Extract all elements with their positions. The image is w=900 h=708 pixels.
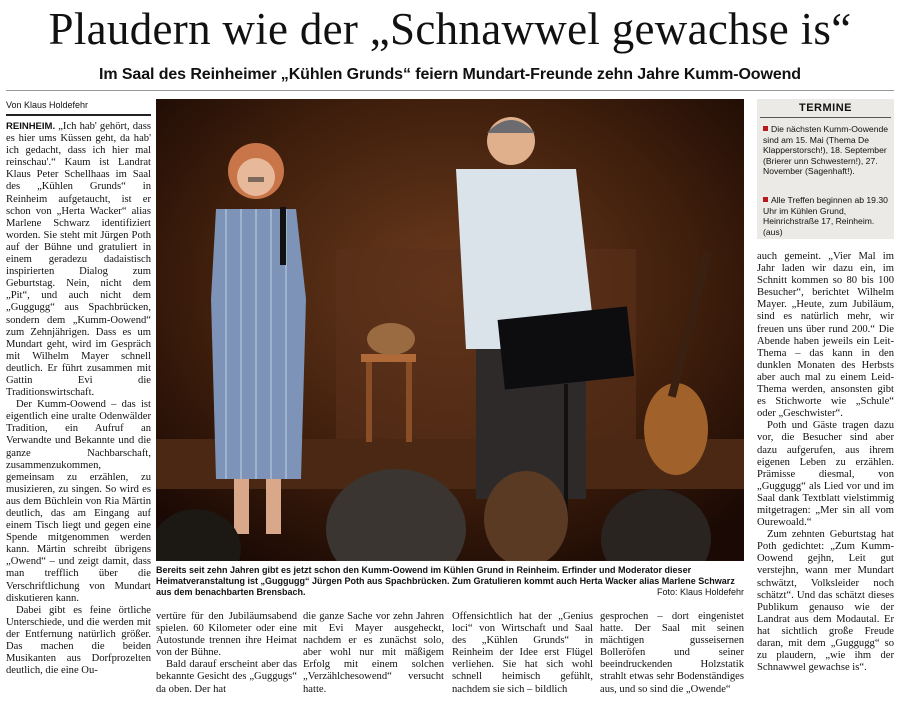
article-column-1 [6, 121, 151, 705]
byline: Von Klaus Holdefehr [6, 100, 89, 110]
paragraph: Dabei gibt es feine örtliche Unterschiede, und die werden mit der Entfernung natürlich größer. Das machen die beiden Musikanten aus Dorfprozelten deutlich, die eine Ou- [6, 604, 151, 677]
paragraph-text: „Ich hab' gehört, dass es hier ums Küssen geht, da hab' ich gedacht, dass ich hier mal reinschau'.“ Kaum ist Landrat Klaus Peter Schellhaas im Saal des „Kühlen Grunds“ in Reinheim aufgetaucht, ist er schon von „Herta Wacker“ alias Marlene Schwarz identifiziert worden. Sie steht mit Jürgen Poth auf der Bühne und gratuliert in einem geradezu dadaistisch inspirierten Dialog zum Geburtstag. Nein, nicht dem „Pit“, und auch nicht dem „Guggugg“ aus Spachbrücken, sondern dem „Kumm-Oowend“ zum Zehnjährigen. Dass es um Mundart geht, wird im Gespräch mit Wilhelm Mayer schnell deutlich. Er führt zusammen mit Gattin Evi die Traditionswirtschaft. [6, 121, 151, 399]
termine-item [763, 124, 892, 177]
article-column-6 [757, 251, 894, 706]
paragraph: die ganze Sache vor zehn Jahren mit Evi Mayer ausgeheckt, nachdem er es zunächst solo, aber wohl nur mit mäßigem Erfolg mit einem solchen „Verzählchesowend“ versucht hatte. [303, 611, 444, 695]
termine-item-text: Alle Treffen beginnen ab 19.30 Uhr im Kühlen Grund, Heinrichstraße 17, Reinheim. [763, 195, 888, 227]
termine-source: (aus) [763, 226, 783, 237]
bullet-square-icon [763, 126, 768, 131]
paragraph: Bald darauf erscheint aber das bekannte Gesicht des „Guggugs“ da oben. Der hat [156, 659, 297, 695]
paragraph: Offensichtlich hat der „Genius loci“ von Wirtschaft und Saal des „Kühlen Grunds“ in Reinheim der Idee erst Flügel verliehen. Sie hat sich wohl schnell heimisch gefühlt, nachdem sie sich – bildlich [452, 611, 593, 695]
termine-divider [760, 117, 891, 118]
paragraph: Zum zehnten Geburtstag hat Poth gedichtet: „Zum Kumm-Oowend gejhn, Leit gut verstejhn, wann mer Mundart schwätzt, Volksleider noch schätzt“. Und das schätzt dieses Publikum genauso wie der Landrat aus dem Modautal. Er hat sichtlich große Freude daran, mit dem „Guggugg“ so zu plaudern, „wie ihm der Schnawwel gewachse is“. [757, 529, 894, 674]
paragraph: Der Kumm-Oowend – das ist eigentlich eine uralte Odenwälder Tradition, ein Aufruf an Verwandte und Bekannte und die ganze Nachbarschaft, zusammenzukommen, gemeinsam zu erzählen, zu musizieren, zu singen. So wird es aus dem Büchlein von Ria Märtin deutlich, das am Eingang auf einem Tisch liegt und gegen eine Spende mitgenommen werden kann. Märtin schreibt übrigens „Owend“ – und zeigt damit, dass man trefflich über die Verschriftlichung von Mundart diskutieren kann. [6, 399, 151, 604]
dateline: REINHEIM. [6, 121, 56, 132]
headline: Plaudern wie der „Schnawwel gewachse is“ [48, 4, 852, 54]
header-divider [6, 90, 894, 91]
article-column-4 [452, 611, 593, 706]
article-column-5 [600, 611, 744, 706]
article-column-2 [156, 611, 297, 706]
paragraph: gesprochen – dort eingenistet hatte. Der Saal mit seinen mächtigen gusseisernen Bolleröfen und seiner beeindruckenden Holzstatik strahlt etwas sehr Bodenständiges aus, und so sind die „Owende“ [600, 611, 744, 695]
byline-divider [6, 114, 151, 116]
paragraph: auch gemeint. „Vier Mal im Jahr laden wir dazu ein, im Schnitt kommen so 80 bis 100 Besucher“, berichtet Wilhelm Mayer. „Heute, zum Jubiläum, sind es natürlich mehr, wir freuen uns über rund 200.“ Die Abende haben jeweils ein Leit-Thema – das kann in den dunklen Monaten des Herbsts aber auch mal zu einem Leid-Thema werden, ansonsten gibt es Stichworte wie „Schule“ oder „Geschwister“. [757, 251, 894, 420]
bullet-square-icon [763, 197, 768, 202]
article-photo [156, 99, 744, 561]
photo-caption [156, 565, 744, 599]
stage-photo-illustration [156, 99, 744, 561]
photo-credit: Foto: Klaus Holdefehr [656, 587, 744, 598]
paragraph: vertüre für den Jubiläumsabend spielen. 60 Kilometer oder eine Autostunde trennen ihre Heimat von der Bühne. [156, 611, 297, 659]
subheadline: Im Saal des Reinheimer „Kühlen Grunds“ feiern Mundart-Freunde zehn Jahre Kumm-Oowend [99, 66, 801, 83]
termine-item-text: Die nächsten Kumm-Oowende sind am 15. Mai (Thema De Klapperstorsch!), 18. September (Brierer unn Schwestern!), 27. November (Sagenhaft!). [763, 124, 889, 177]
paragraph [6, 121, 151, 399]
termine-title: TERMINE [799, 102, 852, 114]
caption-text: Bereits seit zehn Jahren gibt es jetzt schon den Kumm-Oowend im Kühlen Grund in Reinheim. Erfinder und Moderator dieser Heimatveranstaltung ist „Guggugg“ Jürgen Poth aus Spachbrücken. Zum Gratulieren kommt auch Herta Wacker alias Marlene Schwarz aus dem benachbarten Brensbach. [156, 565, 735, 598]
termine-item [763, 195, 892, 237]
article-column-3 [303, 611, 444, 706]
paragraph: Poth und Gäste tragen dazu vor, die Besucher sind aber dazu aufgerufen, aus ihrem eigenen Leben zu erzählen. Prämisse diesmal, von „Guggugg“ als Lied vor und im Saal dank Textblatt vielstimmig mitgetragen: „Mer sin all vom Ourewoald.“ [757, 420, 894, 529]
